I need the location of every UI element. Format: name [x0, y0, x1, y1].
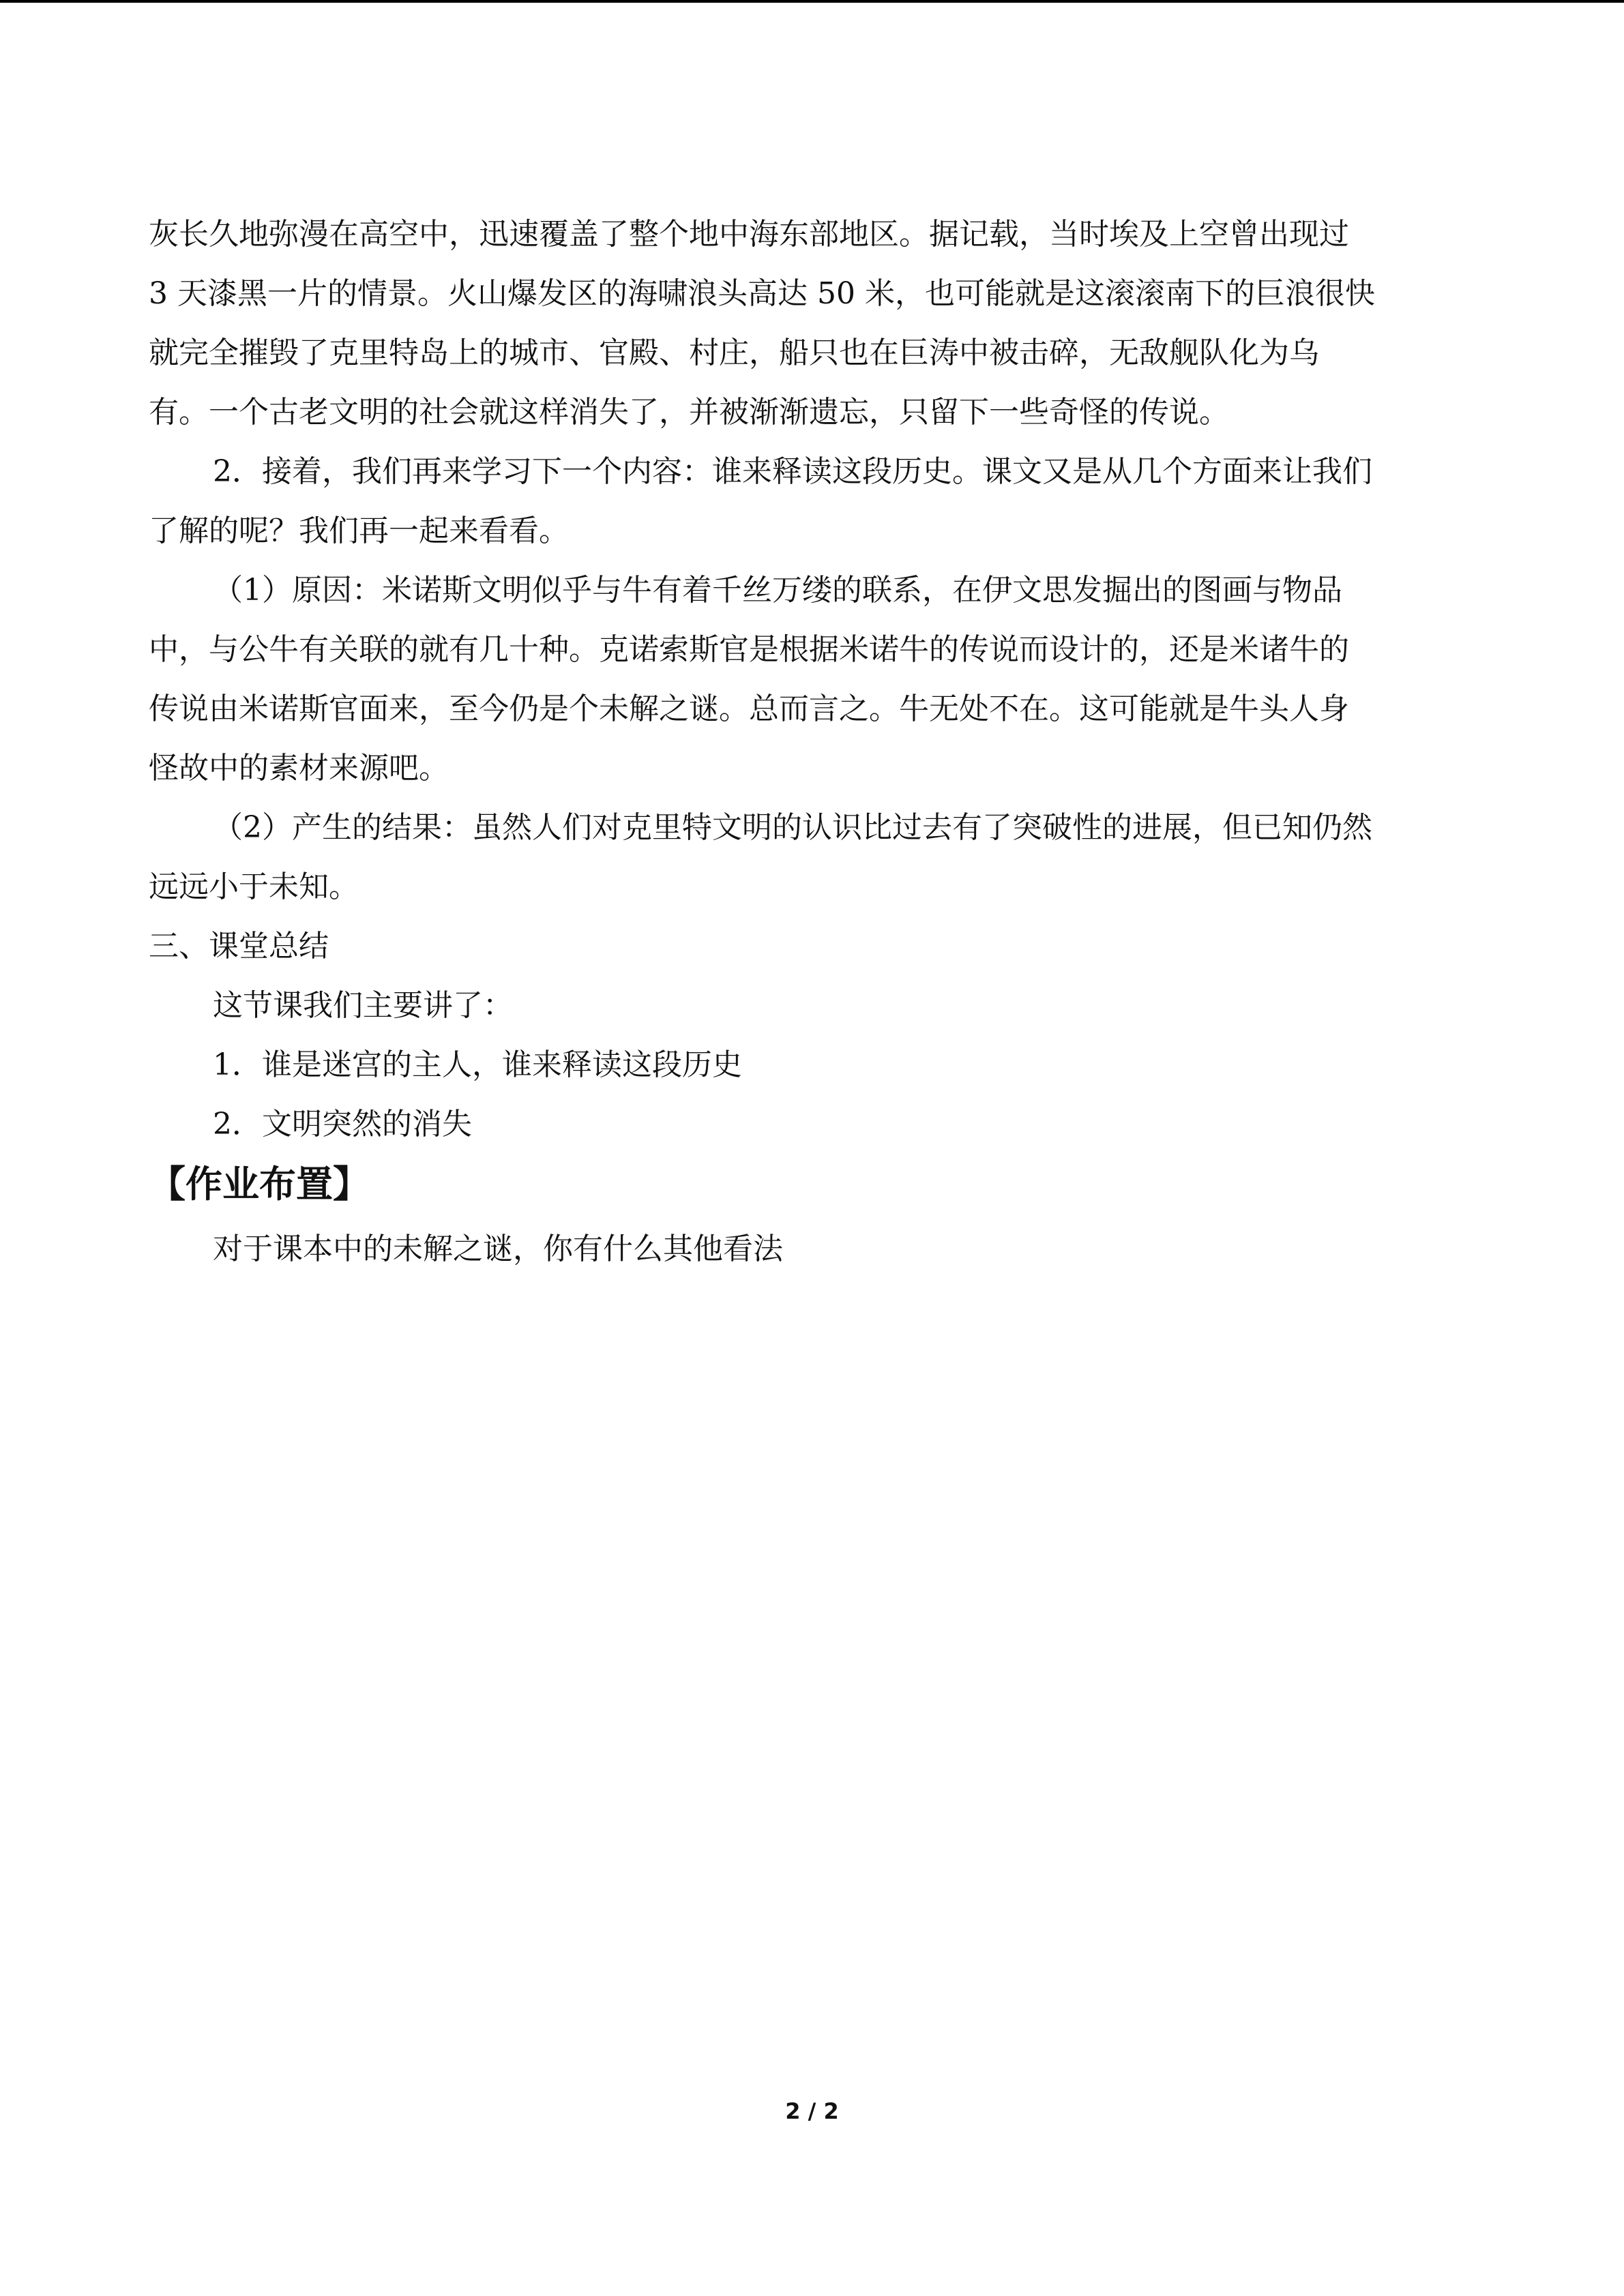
homework-heading: 【作业布置】	[149, 1163, 370, 1206]
section-item-2-line-2: 了解的呢？我们再一起来看看。	[149, 513, 569, 548]
reason-line-1: （1）原因：米诺斯文明似乎与牛有着千丝万缕的联系，在伊文思发掘出的图画与物品	[213, 573, 1342, 608]
reason-line-2: 中，与公牛有关联的就有几十种。克诺索斯官是根据米诺牛的传说而设计的，还是米诸牛的	[149, 632, 1349, 667]
document-page	[149, 205, 1486, 1279]
body-line-2: 3 天漆黑一片的情景。火山爆发区的海啸浪头高达 50 米，也可能就是这滚滚南下的巨浪很快	[149, 276, 1375, 311]
result-line-1: （2）产生的结果：虽然人们对克里特文明的认识比过去有了突破性的进展，但已知仍然	[213, 810, 1372, 845]
summary-item-1: 1．谁是迷宫的主人，谁来释读这段历史	[213, 1047, 742, 1082]
body-line-3: 就完全摧毁了克里特岛上的城市、官殿、村庄，船只也在巨涛中被击碎，无敌舰队化为乌	[149, 336, 1319, 370]
body-line-1: 灰长久地弥漫在高空中，迅速覆盖了整个地中海东部地区。据记载，当时埃及上空曾出现过	[149, 217, 1349, 252]
reason-line-3: 传说由米诺斯官面来，至今仍是个未解之谜。总而言之。牛无处不在。这可能就是牛头人身	[149, 691, 1349, 726]
summary-item-2: 2．文明突然的消失	[213, 1107, 472, 1142]
summary-heading: 三、课堂总结	[149, 929, 329, 964]
section-item-2-line-1: 2．接着，我们再来学习下一个内容：谁来释读这段历史。课文又是从几个方面来让我们	[213, 454, 1372, 489]
result-line-2: 远远小于未知。	[149, 869, 359, 904]
summary-intro: 这节课我们主要讲了：	[213, 988, 513, 1023]
homework-text: 对于课本中的未解之谜，你有什么其他看法	[213, 1232, 783, 1266]
body-line-4: 有。一个古老文明的社会就这样消失了，并被渐渐遗忘，只留下一些奇怪的传说。	[149, 395, 1229, 430]
page-number: 2 / 2	[785, 2098, 839, 2124]
reason-line-4: 怪故中的素材来源吧。	[149, 751, 449, 786]
top-border-rule	[0, 0, 1624, 3]
